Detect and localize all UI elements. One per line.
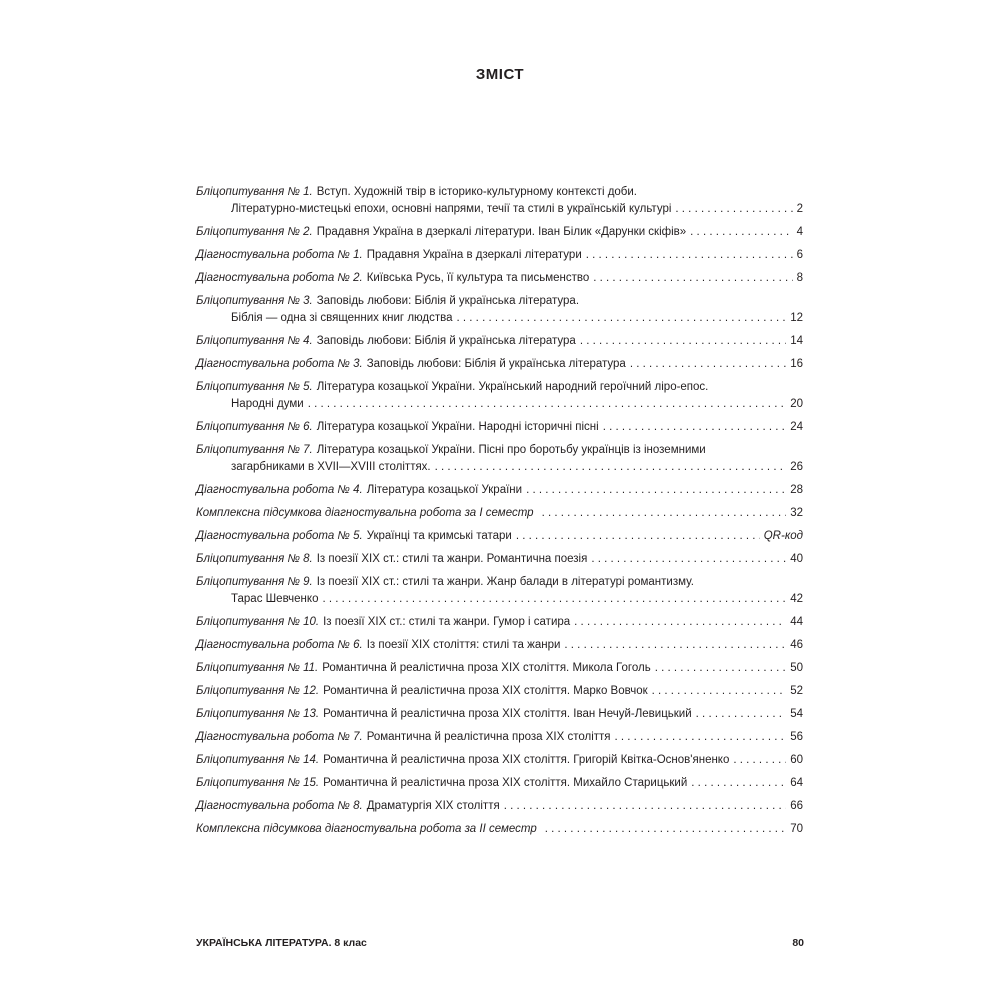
toc-page-number: 32 (790, 507, 803, 519)
toc-leader-dots (545, 821, 786, 838)
toc-entry-text: Літературно-мистецькі епохи, основні напрями, течії та стилі в українській культурі (231, 203, 672, 215)
toc-entry-label: Діагностувальна робота № 4. (196, 484, 363, 496)
toc-entry-text: Романтична й реалістична проза XIX століття (366, 731, 611, 743)
toc-entry-text: Романтична й реалістична проза XIX століття. Михайло Старицький (323, 777, 688, 789)
toc-entry-text: Заповідь любови: Біблія й українська література. (316, 295, 580, 307)
toc-entry-label: Бліцопитування № 14. (196, 754, 320, 766)
toc-leader-dots (322, 591, 786, 608)
toc-entry-line (196, 379, 803, 396)
toc-page-number: 4 (796, 226, 803, 238)
toc-entry (196, 482, 803, 499)
toc-entry-text: Заповідь любови: Біблія й українська література (316, 335, 576, 347)
toc-entry (196, 706, 803, 723)
toc-entry-line (196, 752, 803, 769)
toc-entry-line (196, 798, 803, 815)
toc-entry-text: Вступ. Художній твір в історико-культурному контексті доби. (316, 186, 638, 198)
toc-leader-dots (580, 333, 786, 350)
toc-entry-label: Бліцопитування № 1. (196, 186, 313, 198)
toc-entry-label: Комплексна підсумкова діагностувальна робота за І семестр (196, 507, 534, 519)
toc-entry-line (196, 482, 803, 499)
toc-entry-line (196, 683, 803, 700)
toc-page-number: 70 (790, 823, 803, 835)
toc-entry-line (196, 247, 803, 264)
toc-entry-label: Діагностувальна робота № 3. (196, 358, 363, 370)
toc-page-number: 44 (790, 616, 803, 628)
toc-leader-dots (733, 752, 786, 769)
toc-entry-text: Романтична й реалістична проза XIX століття. Григорій Квітка-Основ'яненко (323, 754, 730, 766)
toc-entry-line (196, 293, 803, 310)
toc-entry-label: Діагностувальна робота № 8. (196, 800, 363, 812)
toc-page-number: 16 (790, 358, 803, 370)
toc-entry-label: Бліцопитування № 7. (196, 444, 313, 456)
toc-entry-label: Діагностувальна робота № 1. (196, 249, 363, 261)
toc-entry-text: Із поезії XIX століття: стилі та жанри (366, 639, 561, 651)
toc-page-number: 54 (790, 708, 803, 720)
toc-entry-label: Бліцопитування № 11. (196, 662, 319, 674)
toc-entry-line (196, 551, 803, 568)
toc-entry (196, 505, 803, 522)
footer-page-number: 80 (792, 937, 804, 949)
toc-entry-text: Біблія — одна зі священних книг людства (231, 312, 453, 324)
toc-entry-line (196, 505, 803, 522)
toc-entry-label: Бліцопитування № 5. (196, 381, 313, 393)
toc-page-number: 42 (790, 593, 803, 605)
toc-page-number: 12 (790, 312, 803, 324)
toc-entry (196, 551, 803, 568)
toc-page-number: 2 (796, 203, 803, 215)
toc-entry-text: Українці та кримські татари (366, 530, 512, 542)
toc-entry-label: Бліцопитування № 4. (196, 335, 313, 347)
toc-entry-line (196, 442, 803, 459)
toc-entry (196, 419, 803, 436)
toc-entry-line (196, 270, 803, 287)
toc-page-number: 14 (790, 335, 803, 347)
toc-entry (196, 637, 803, 654)
toc-page-number: 24 (790, 421, 803, 433)
toc-entry-text: Тарас Шевченко (231, 593, 319, 605)
toc-entry-label: Бліцопитування № 13. (196, 708, 320, 720)
toc-entry-text: загарбниками в XVII—XVIII століттях. (231, 461, 431, 473)
toc-entry-label: Діагностувальна робота № 5. (196, 530, 363, 542)
footer-book-title: УКРАЇНСЬКА ЛІТЕРАТУРА. 8 клас (196, 937, 367, 949)
toc-entry (196, 574, 803, 608)
toc-entry-text: Народні думи (231, 398, 304, 410)
toc-entry-line (196, 591, 803, 608)
toc-entry-text: Література козацької України. Народні історичні пісні (316, 421, 599, 433)
toc-entry (196, 379, 803, 413)
toc-entry-text: Із поезії XIX ст.: стилі та жанри. Жанр балади в літературі романтизму. (316, 576, 694, 588)
toc-leader-dots (690, 224, 792, 241)
toc-entry-line (196, 660, 803, 677)
toc-entry-label: Бліцопитування № 8. (196, 553, 313, 565)
toc-leader-dots (696, 706, 787, 723)
toc-entry-text: Драматургія XIX століття (366, 800, 500, 812)
toc-entry-line (196, 775, 803, 792)
toc-entry-line (196, 333, 803, 350)
toc-page-number: 56 (790, 731, 803, 743)
table-of-contents (196, 184, 803, 844)
toc-leader-dots (615, 729, 787, 746)
toc-entry-text: Прадавня Україна в дзеркалі літератури. Іван Білик «Дарунки скіфів» (316, 226, 687, 238)
toc-entry-label: Комплексна підсумкова діагностувальна робота за ІІ семестр (196, 823, 537, 835)
toc-page-number: QR-код (763, 530, 803, 542)
toc-leader-dots (630, 356, 786, 373)
toc-leader-dots (675, 201, 792, 218)
toc-entry-label: Бліцопитування № 15. (196, 777, 320, 789)
toc-leader-dots (526, 482, 786, 499)
toc-leader-dots (593, 270, 792, 287)
toc-leader-dots (586, 247, 793, 264)
toc-leader-dots (603, 419, 787, 436)
toc-entry (196, 184, 803, 218)
toc-page-number: 40 (790, 553, 803, 565)
toc-entry-line (196, 419, 803, 436)
toc-entry-text: Романтична й реалістична проза XIX століття. Марко Вовчок (323, 685, 648, 697)
toc-entry-label: Діагностувальна робота № 6. (196, 639, 363, 651)
toc-leader-dots (591, 551, 786, 568)
toc-entry-label: Діагностувальна робота № 7. (196, 731, 363, 743)
toc-leader-dots (652, 683, 787, 700)
toc-entry-text: Заповідь любови: Біблія й українська література (366, 358, 626, 370)
toc-entry-line (196, 821, 803, 838)
toc-entry-text: Література козацької України. Пісні про боротьбу українців із іноземними (316, 444, 706, 456)
toc-entry (196, 224, 803, 241)
toc-entry-text: Із поезії XIX ст.: стилі та жанри. Романтична поезія (316, 553, 588, 565)
toc-page-number: 6 (796, 249, 803, 261)
toc-entry (196, 270, 803, 287)
toc-entry-line (196, 637, 803, 654)
toc-entry-label: Бліцопитування № 6. (196, 421, 313, 433)
toc-entry-label: Бліцопитування № 9. (196, 576, 313, 588)
toc-entry (196, 442, 803, 476)
toc-entry (196, 729, 803, 746)
toc-entry-label: Бліцопитування № 3. (196, 295, 313, 307)
toc-entry-text: Література козацької України (366, 484, 523, 496)
toc-page-number: 66 (790, 800, 803, 812)
toc-entry (196, 752, 803, 769)
toc-entry-text: Із поезії XIX ст.: стилі та жанри. Гумор і сатира (323, 616, 571, 628)
toc-entry-line (196, 396, 803, 413)
toc-entry-label: Бліцопитування № 2. (196, 226, 313, 238)
toc-entry-line (196, 356, 803, 373)
toc-leader-dots (516, 528, 760, 545)
toc-leader-dots (435, 459, 787, 476)
toc-entry-line (196, 614, 803, 631)
toc-entry-line (196, 459, 803, 476)
toc-entry-line (196, 310, 803, 327)
toc-page-number: 20 (790, 398, 803, 410)
toc-entry-line (196, 528, 803, 545)
toc-entry (196, 614, 803, 631)
toc-leader-dots (457, 310, 787, 327)
toc-entry (196, 333, 803, 350)
page-title: ЗМІСТ (475, 66, 525, 83)
toc-leader-dots (655, 660, 787, 677)
toc-entry-text: Прадавня Україна в дзеркалі літератури (366, 249, 582, 261)
toc-entry-label: Бліцопитування № 10. (196, 616, 320, 628)
toc-page-number: 60 (790, 754, 803, 766)
toc-page-number: 46 (790, 639, 803, 651)
toc-entry (196, 293, 803, 327)
toc-entry-text: Київська Русь, її культура та письменство (366, 272, 590, 284)
toc-entry-label: Діагностувальна робота № 2. (196, 272, 363, 284)
toc-entry (196, 356, 803, 373)
toc-leader-dots (564, 637, 786, 654)
toc-page-number: 64 (790, 777, 803, 789)
toc-entry (196, 247, 803, 264)
toc-page-number: 8 (796, 272, 803, 284)
toc-page-number: 52 (790, 685, 803, 697)
toc-entry-line (196, 201, 803, 218)
toc-entry-line (196, 706, 803, 723)
toc-page-number: 26 (790, 461, 803, 473)
toc-entry-line (196, 574, 803, 591)
toc-entry (196, 528, 803, 545)
toc-leader-dots (574, 614, 786, 631)
toc-leader-dots (691, 775, 786, 792)
toc-entry-text: Романтична й реалістична проза XIX століття. Іван Нечуй-Левицький (323, 708, 692, 720)
toc-page-number: 28 (790, 484, 803, 496)
toc-entry (196, 660, 803, 677)
toc-entry-text: Романтична й реалістична проза XIX століття. Микола Гоголь (322, 662, 651, 674)
toc-entry-line (196, 184, 803, 201)
toc-entry-label: Бліцопитування № 12. (196, 685, 320, 697)
toc-entry-text: Література козацької України. Український народний героїчний ліро-епос. (316, 381, 709, 393)
toc-page-number: 50 (790, 662, 803, 674)
toc-entry (196, 821, 803, 838)
toc-entry (196, 775, 803, 792)
toc-entry (196, 798, 803, 815)
toc-leader-dots (542, 505, 787, 522)
toc-entry-line (196, 224, 803, 241)
toc-leader-dots (308, 396, 786, 413)
toc-leader-dots (504, 798, 787, 815)
toc-entry (196, 683, 803, 700)
toc-entry-line (196, 729, 803, 746)
